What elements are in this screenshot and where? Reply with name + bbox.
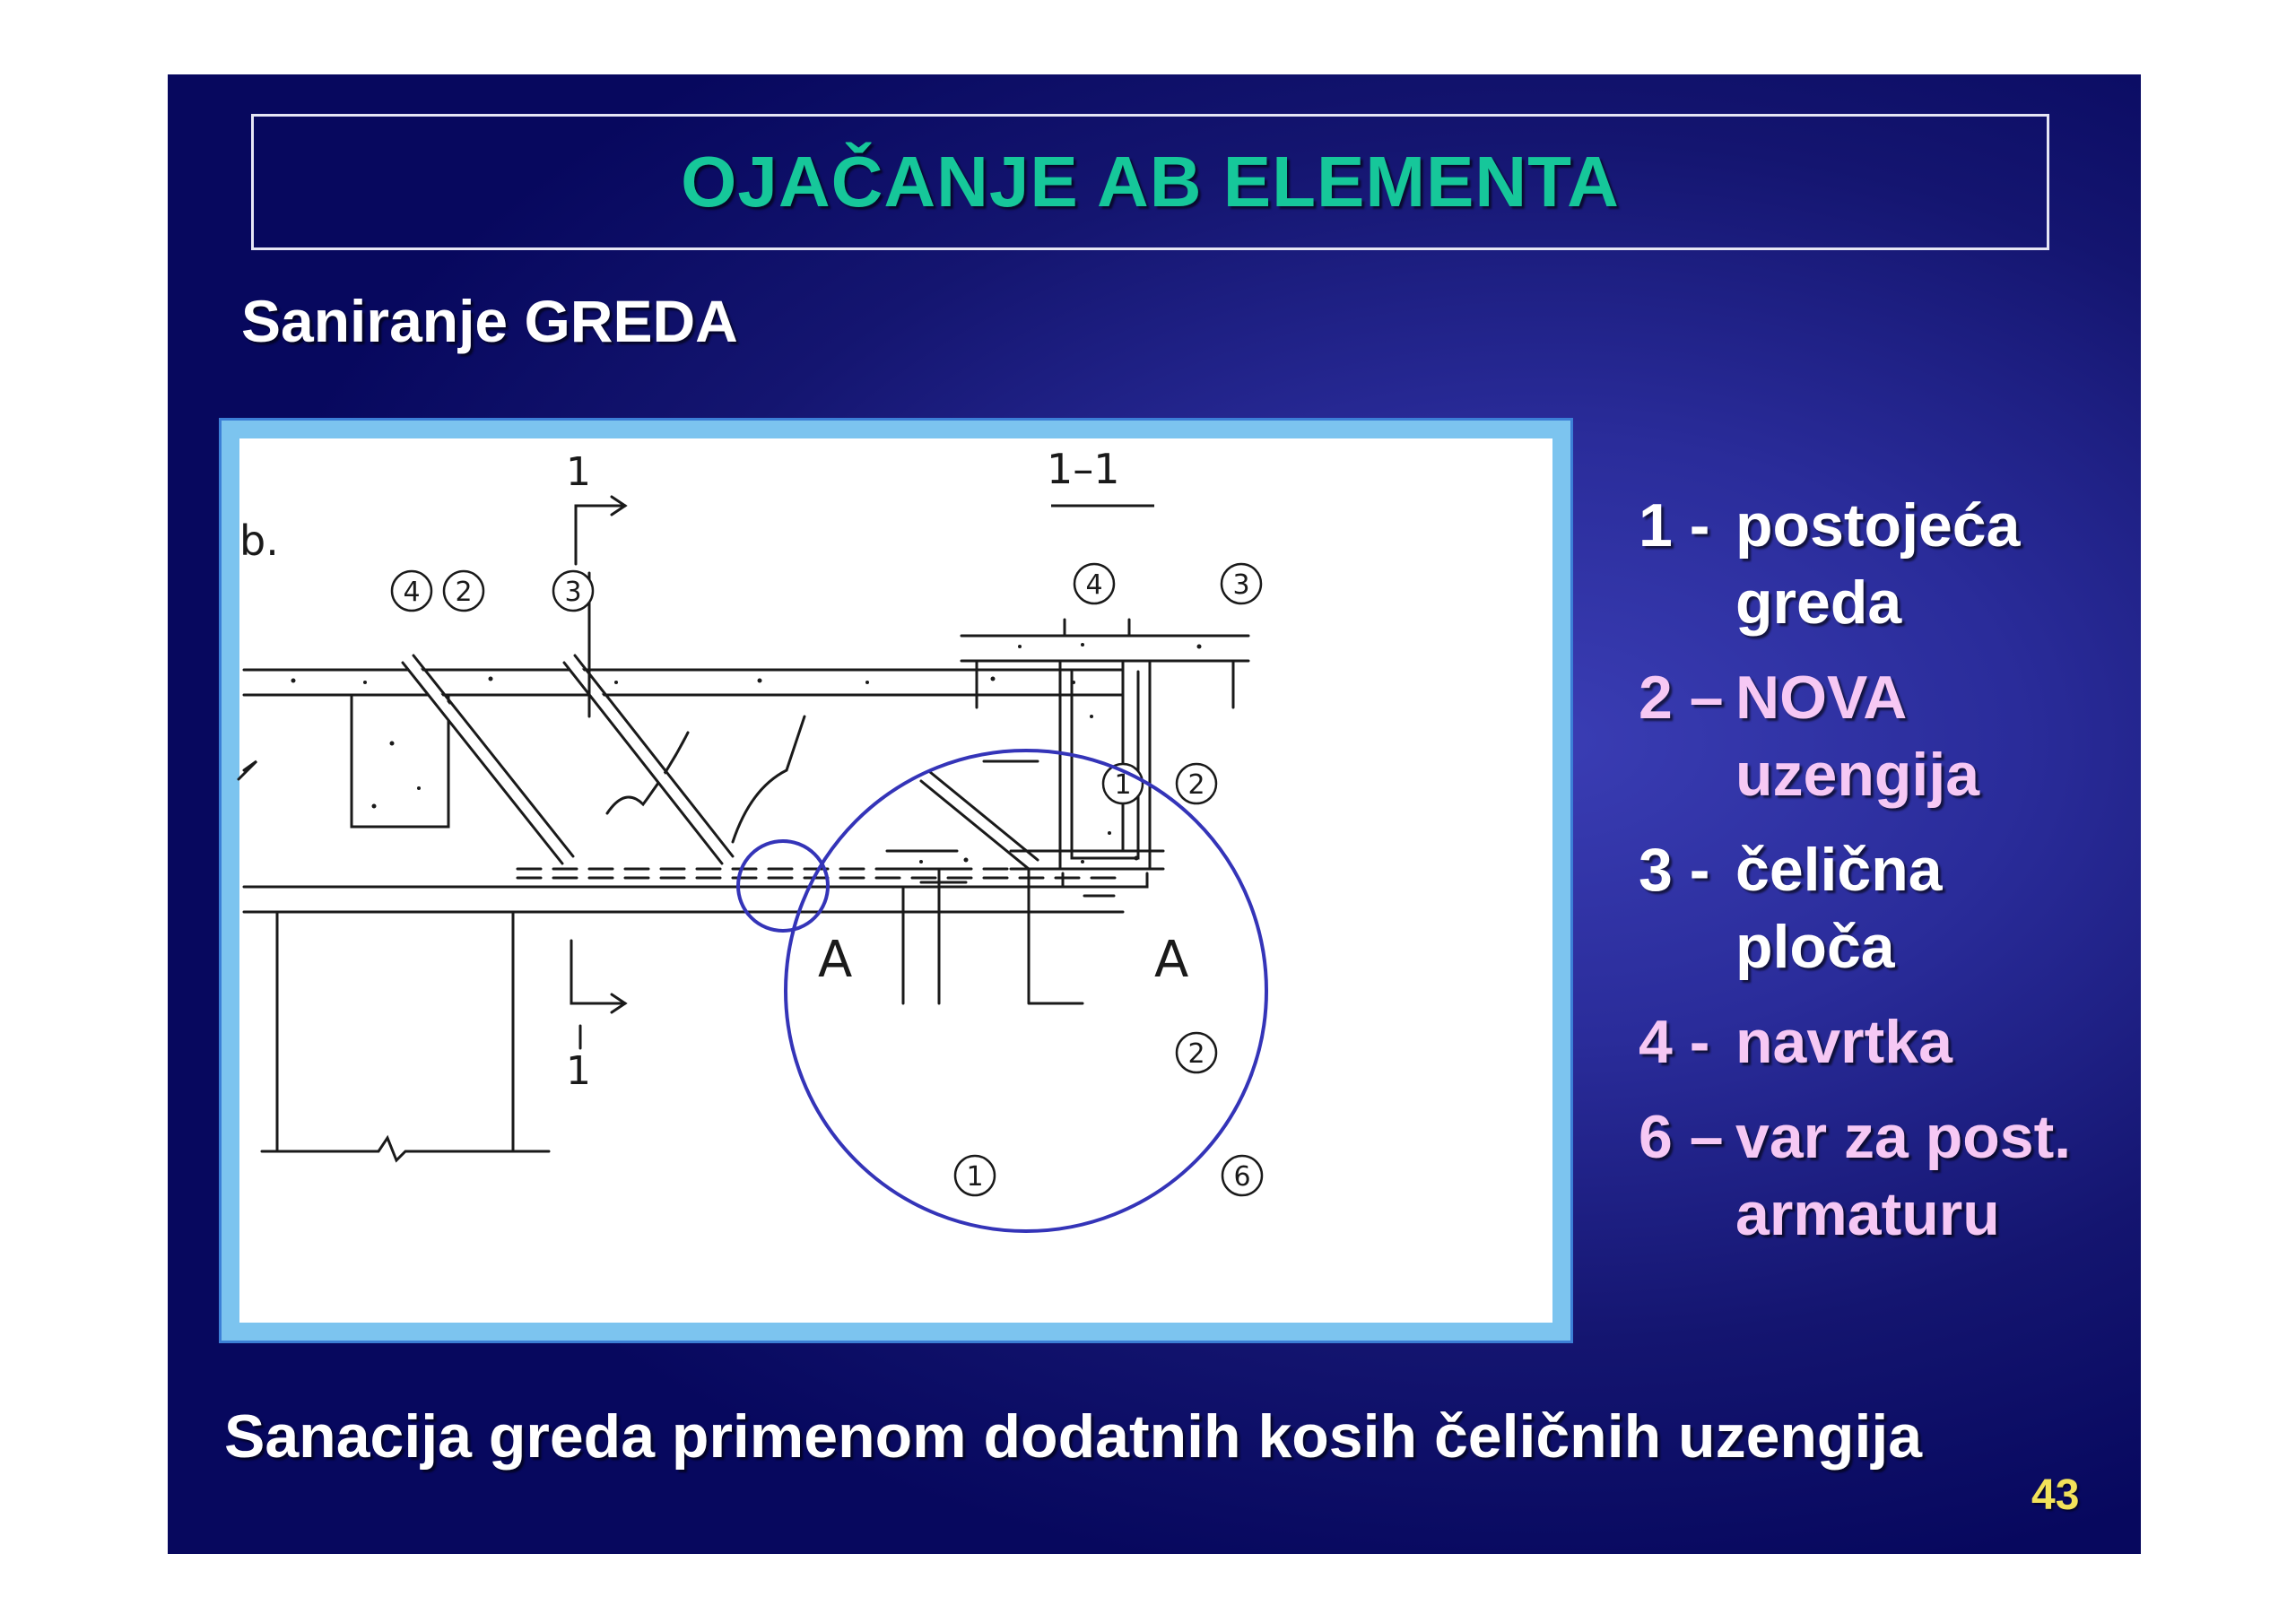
detail-label-section: A <box>1154 931 1189 989</box>
detail-label-beam: A <box>818 931 853 989</box>
beam-strengthening-drawing <box>222 421 1576 1346</box>
marker-4-section: 4 <box>1085 569 1103 601</box>
section-marker-top: 1 <box>566 449 591 495</box>
section-mark-bottom <box>571 941 625 1003</box>
panel-letter: b. <box>239 516 279 565</box>
legend-description: postojeća greda <box>1735 491 2021 637</box>
legend-number: 4 - <box>1639 1008 1710 1076</box>
legend <box>1639 487 2071 1271</box>
page-number: 43 <box>2031 1471 2080 1519</box>
legend-number: 6 – <box>1639 1103 1724 1171</box>
legend-item <box>1639 487 2071 641</box>
legend-description: navrtka <box>1735 1008 1952 1076</box>
slide-title: OJAČANJE AB ELEMENTA <box>681 142 1620 221</box>
marker-1-detail: 1 <box>966 1161 984 1193</box>
legend-item <box>1639 659 2071 813</box>
figure-frame <box>219 418 1573 1343</box>
column <box>352 695 448 827</box>
marker-3-section: 3 <box>1232 569 1250 601</box>
marker-2: 2 <box>455 577 473 608</box>
section-label: 1–1 <box>1047 445 1120 493</box>
marker-2-section: 2 <box>1187 769 1205 801</box>
legend-number: 3 - <box>1639 836 1710 904</box>
slide <box>168 74 2141 1554</box>
detail-circle-large <box>786 751 1266 1231</box>
section-mark-top <box>576 506 625 564</box>
legend-item <box>1639 831 2071 985</box>
section-marker-bottom: 1 <box>566 1048 591 1094</box>
title-box <box>251 114 2049 250</box>
beam <box>244 887 1123 912</box>
cross-section-slab <box>961 636 1248 661</box>
legend-item <box>1639 1003 2071 1081</box>
slab <box>244 670 1123 695</box>
marker-1-section: 1 <box>1114 769 1132 801</box>
marker-3: 3 <box>564 577 582 608</box>
legend-description: var za post. armaturu <box>1735 1103 2072 1248</box>
legend-description: NOVA uzengija <box>1735 664 1980 809</box>
lower-cut <box>262 1138 549 1160</box>
marker-6-detail: 6 <box>1233 1161 1251 1193</box>
legend-item <box>1639 1098 2071 1253</box>
legend-number: 1 - <box>1639 491 1710 560</box>
marker-2-detail: 2 <box>1187 1038 1205 1070</box>
marker-4: 4 <box>403 577 421 608</box>
slide-subtitle: Saniranje GREDA <box>241 288 738 354</box>
legend-number: 2 – <box>1639 664 1724 732</box>
legend-description: čelična ploča <box>1735 836 1943 981</box>
slide-caption: Sanacija greda primenom dodatnih kosih čeličnih uzengija <box>224 1402 1923 1471</box>
